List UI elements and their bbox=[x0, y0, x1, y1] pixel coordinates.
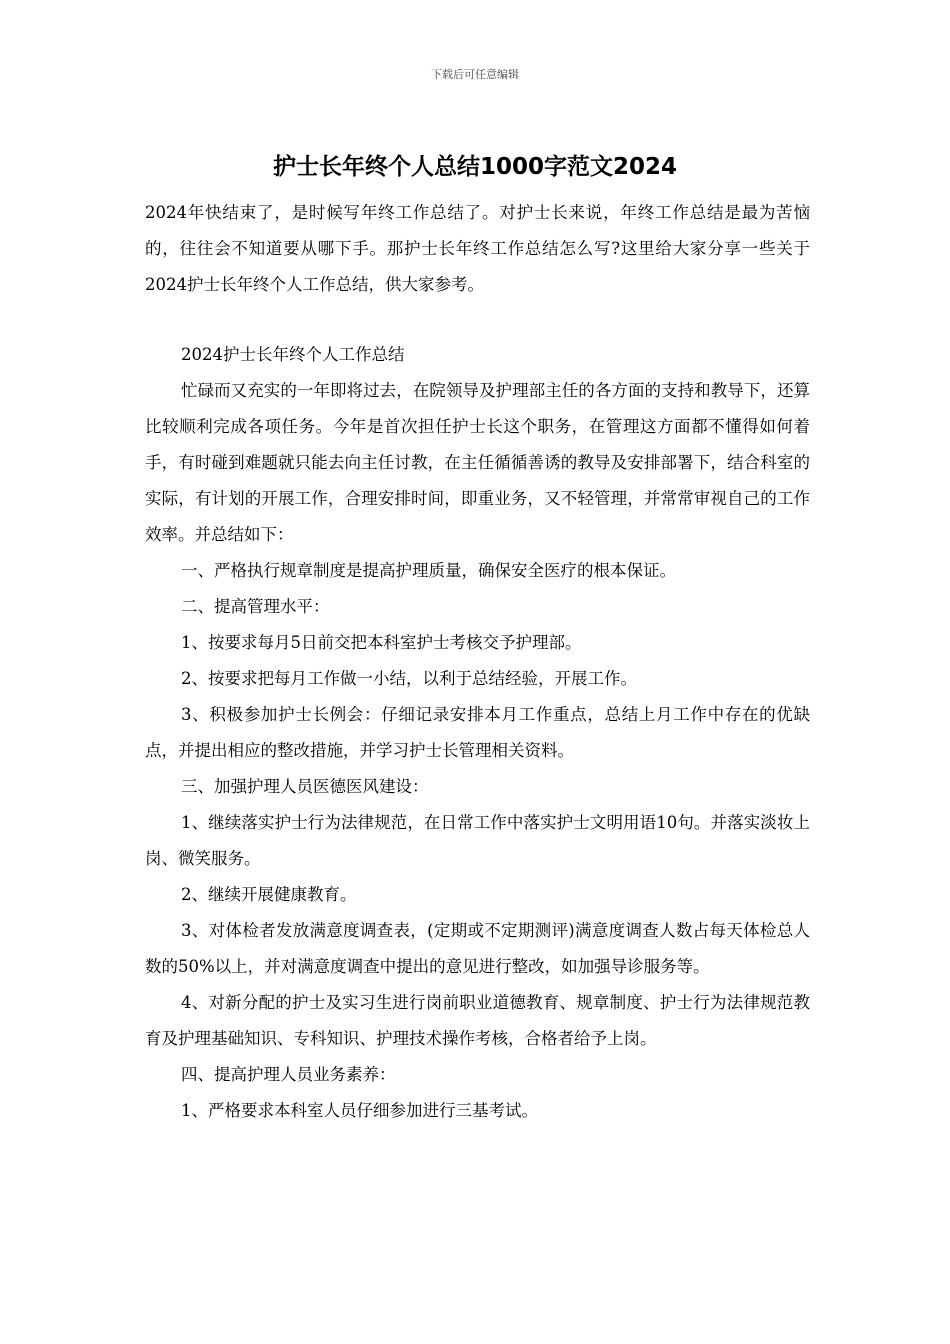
body-paragraph: 三、加强护理人员医德医风建设： bbox=[181, 777, 429, 796]
body-section bbox=[145, 337, 810, 1129]
body-paragraph: 3、对体检者发放满意度调查表，(定期或不定期测评)满意度调查人数占每天体检总人数的50%以上，并对满意度调查中提出的意见进行整改，如加强导诊服务等。 bbox=[145, 921, 810, 976]
body-paragraph: 忙碌而又充实的一年即将过去，在院领导及护理部主任的各方面的支持和教导下，还算比较顺利完成各项任务。今年是首次担任护士长这个职务，在管理这方面都不懂得如何着手，有时碰到难题就只能去向主任讨教，在主任循循善诱的教导及安排部署下，结合科室的实际，有计划的开展工作，合理安排时间，即重业务，又不轻管理，并常常审视自己的工作效率。并总结如下： bbox=[145, 381, 810, 544]
body-paragraph: 4、对新分配的护士及实习生进行岗前职业道德教育、规章制度、护士行为法律规范教育及护理基础知识、专科知识、护理技术操作考核，合格者给予上岗。 bbox=[145, 993, 810, 1048]
intro-section bbox=[145, 195, 810, 303]
body-paragraph: 2、按要求把每月工作做一小结，以利于总结经验，开展工作。 bbox=[181, 669, 637, 688]
body-paragraph: 二、提高管理水平： bbox=[181, 597, 330, 616]
body-paragraph: 1、按要求每月5日前交把本科室护士考核交予护理部。 bbox=[181, 633, 582, 652]
document-title: 护士长年终个人总结1000字范文2024 bbox=[272, 154, 678, 180]
header-note: 下载后可任意编辑 bbox=[431, 68, 519, 81]
body-paragraph: 一、严格执行规章制度是提高护理质量，确保安全医疗的根本保证。 bbox=[181, 561, 676, 580]
body-paragraph: 1、严格要求本科室人员仔细参加进行三基考试。 bbox=[181, 1101, 538, 1120]
body-paragraph: 2、继续开展健康教育。 bbox=[181, 885, 357, 904]
section-heading: 2024护士长年终个人工作总结 bbox=[181, 345, 405, 364]
body-paragraph: 1、继续落实护士行为法律规范，在日常工作中落实护士文明用语10句。并落实淡妆上岗、微笑服务。 bbox=[145, 813, 810, 868]
intro-paragraph: 2024年快结束了，是时候写年终工作总结了。对护士长来说，年终工作总结是最为苦恼的，往往会不知道要从哪下手。那护士长年终工作总结怎么写?这里给大家分享一些关于2024护士长年终个人工作总结，供大家参考。 bbox=[145, 203, 810, 294]
body-paragraph: 3、积极参加护士长例会：仔细记录安排本月工作重点，总结上月工作中存在的优缺点，并提出相应的整改措施，并学习护士长管理相关资料。 bbox=[145, 705, 810, 760]
body-paragraph: 四、提高护理人员业务素养： bbox=[181, 1065, 396, 1084]
